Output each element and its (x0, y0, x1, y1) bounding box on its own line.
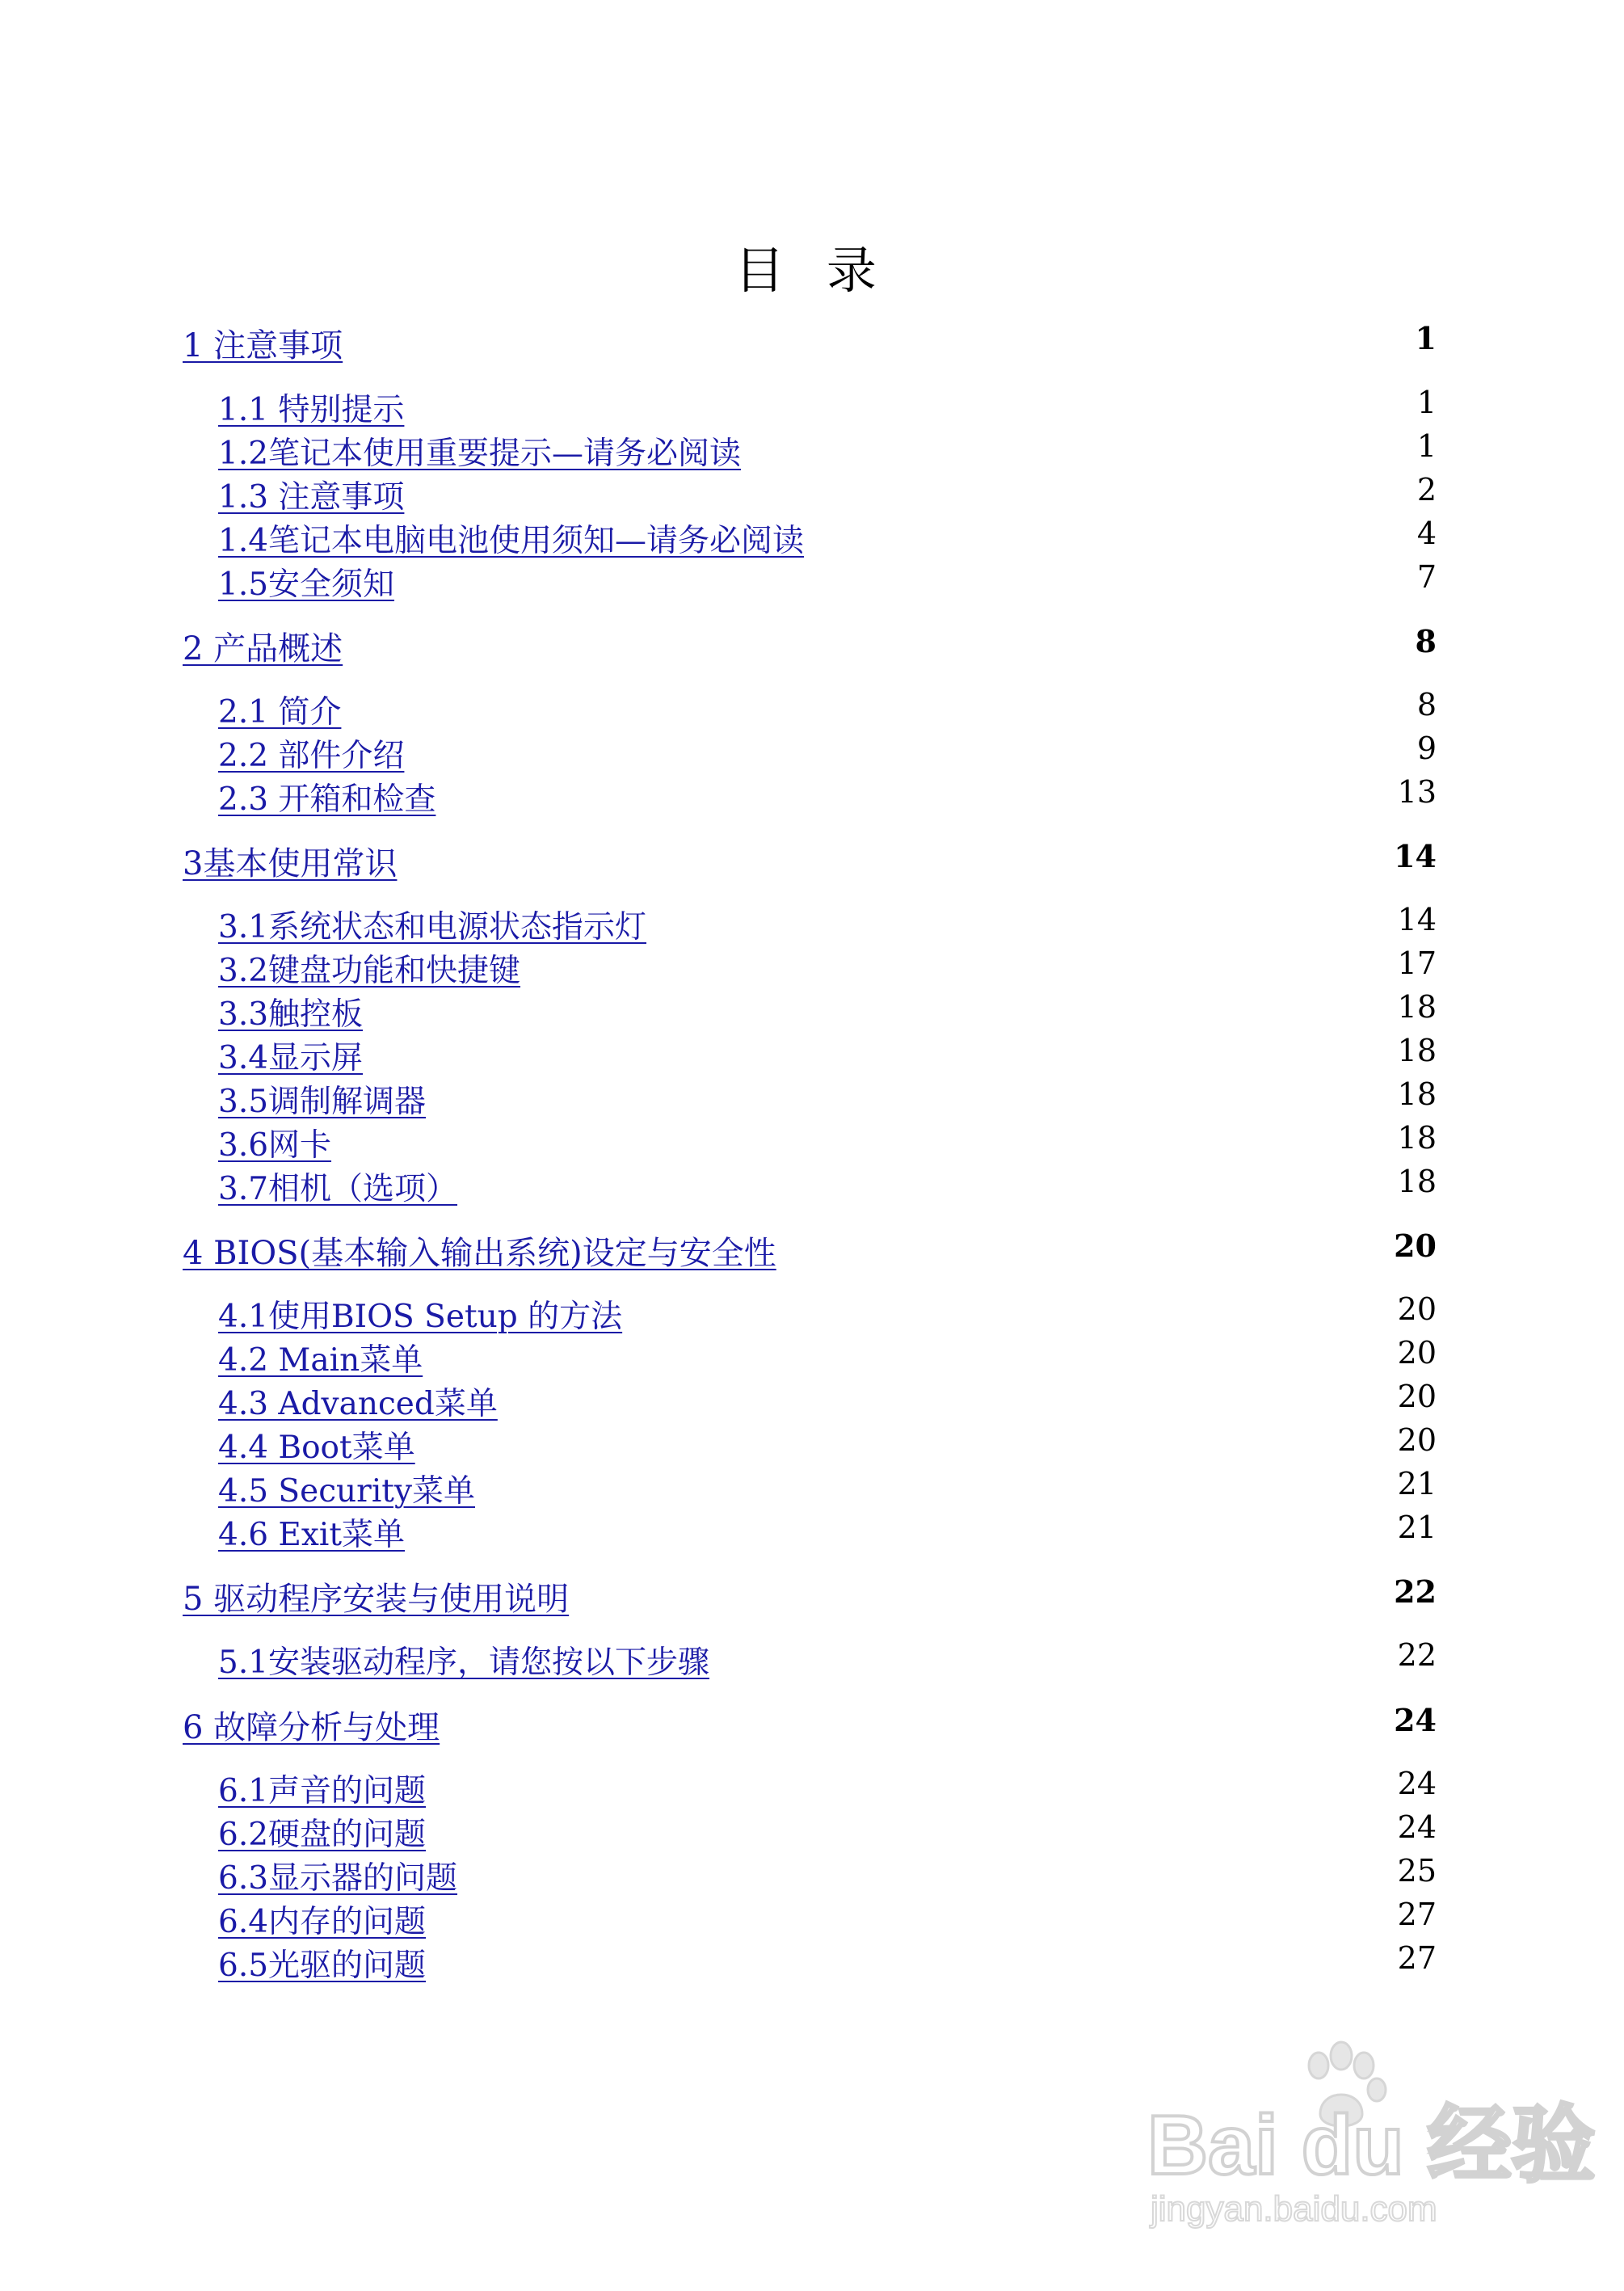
toc-page-number: 18 (1397, 1164, 1437, 1199)
toc-link-ch4[interactable]: 4 BIOS(基本输入输出系统)设定与安全性 (183, 1235, 776, 1272)
toc-page-number: 22 (1394, 1573, 1437, 1610)
toc-link-6-1[interactable]: 6.1声音的问题 (218, 1773, 427, 1809)
toc-chapter (0, 1228, 1613, 1273)
toc-page-number: 20 (1397, 1379, 1437, 1414)
toc-section (0, 731, 1613, 776)
toc-page-number: 8 (1415, 623, 1437, 659)
toc-link-6-2[interactable]: 6.2硬盘的问题 (218, 1817, 427, 1853)
toc-section (0, 385, 1613, 430)
toc-link-4-6[interactable]: 4.6 Exit菜单 (218, 1517, 406, 1553)
toc-link-1-5[interactable]: 1.5安全须知 (218, 566, 395, 603)
toc-page-number: 20 (1397, 1335, 1437, 1371)
toc-section (0, 1033, 1613, 1078)
toc-page-number: 25 (1397, 1853, 1437, 1889)
toc-link-2-3[interactable]: 2.3 开箱和检查 (218, 781, 436, 818)
watermark-url: jingyan.baidu.com (1151, 2189, 1437, 2229)
toc-section (0, 1076, 1613, 1122)
toc-link-4-1[interactable]: 4.1使用BIOS Setup 的方法 (218, 1299, 623, 1335)
toc-section (0, 945, 1613, 991)
toc-page-number: 24 (1397, 1809, 1437, 1845)
toc-page-number: 2 (1416, 472, 1437, 507)
toc-page-number: 18 (1397, 1033, 1437, 1068)
toc-page-number: 20 (1397, 1422, 1437, 1458)
toc-section (0, 1897, 1613, 1942)
watermark-brand: Bai du 经验 (1147, 2099, 1596, 2192)
toc-section (0, 472, 1613, 517)
toc-page-number: 18 (1397, 1076, 1437, 1112)
toc-link-1-1[interactable]: 1.1 特别提示 (218, 392, 405, 428)
toc-link-3-3[interactable]: 3.3触控板 (218, 996, 364, 1033)
toc-section (0, 1766, 1613, 1811)
toc-page-number: 18 (1397, 989, 1437, 1025)
toc-link-ch5[interactable]: 5 驱动程序安装与使用说明 (183, 1581, 570, 1618)
toc-link-3-1[interactable]: 3.1系统状态和电源状态指示灯 (218, 909, 647, 945)
toc-page-number: 17 (1397, 945, 1437, 981)
toc-link-4-3[interactable]: 4.3 Advanced菜单 (218, 1386, 498, 1422)
toc-page-number: 13 (1397, 774, 1437, 810)
toc-page-number: 27 (1397, 1940, 1437, 1976)
toc-section (0, 1164, 1613, 1209)
toc-link-6-3[interactable]: 6.3显示器的问题 (218, 1860, 458, 1897)
toc-link-3-2[interactable]: 3.2键盘功能和快捷键 (218, 953, 521, 989)
toc-section (0, 559, 1613, 604)
toc-link-6-4[interactable]: 6.4内存的问题 (218, 1904, 427, 1940)
toc-link-3-7[interactable]: 3.7相机（选项） (218, 1171, 458, 1207)
toc-page-number: 27 (1397, 1897, 1437, 1932)
toc-page-number: 14 (1397, 902, 1437, 937)
toc-section (0, 1422, 1613, 1468)
toc-link-4-2[interactable]: 4.2 Main菜单 (218, 1342, 423, 1379)
toc-page-number: 21 (1397, 1466, 1437, 1501)
toc-section (0, 1291, 1613, 1337)
toc-section (0, 989, 1613, 1034)
toc-link-6-5[interactable]: 6.5光驱的问题 (218, 1948, 427, 1984)
toc-title: 目 录 (734, 241, 890, 300)
toc-section (0, 902, 1613, 947)
toc-page-number: 1 (1416, 428, 1437, 464)
toc-page-number: 24 (1397, 1766, 1437, 1801)
toc-link-ch3[interactable]: 3基本使用常识 (183, 845, 398, 882)
toc-page-number: 22 (1397, 1637, 1437, 1673)
toc-section (0, 1379, 1613, 1424)
toc-link-3-6[interactable]: 3.6网卡 (218, 1127, 332, 1164)
toc-chapter (0, 838, 1613, 883)
toc-section (0, 1853, 1613, 1898)
toc-section (0, 1940, 1613, 1986)
toc-section (0, 1335, 1613, 1380)
toc-chapter (0, 1573, 1613, 1619)
toc-page-number: 1 (1416, 385, 1437, 420)
toc-section (0, 1466, 1613, 1511)
toc-link-1-3[interactable]: 1.3 注意事项 (218, 479, 405, 516)
toc-link-3-4[interactable]: 3.4显示屏 (218, 1040, 364, 1076)
toc-page-number: 8 (1416, 687, 1437, 722)
toc-page-number: 24 (1394, 1702, 1437, 1738)
toc-page-number: 9 (1416, 731, 1437, 766)
toc-section (0, 428, 1613, 474)
toc-link-2-2[interactable]: 2.2 部件介绍 (218, 738, 405, 774)
toc-section (0, 1637, 1613, 1682)
toc-section (0, 516, 1613, 561)
toc-link-3-5[interactable]: 3.5调制解调器 (218, 1084, 427, 1120)
toc-chapter (0, 623, 1613, 668)
toc-page-number: 4 (1416, 516, 1437, 551)
toc-link-4-4[interactable]: 4.4 Boot菜单 (218, 1430, 415, 1466)
toc-page-number: 21 (1397, 1510, 1437, 1545)
toc-section (0, 774, 1613, 819)
toc-section (0, 687, 1613, 732)
toc-link-4-5[interactable]: 4.5 Security菜单 (218, 1473, 475, 1510)
toc-link-ch2[interactable]: 2 产品概述 (183, 630, 343, 668)
toc-link-ch6[interactable]: 6 故障分析与处理 (183, 1709, 440, 1746)
toc-page-number: 7 (1416, 559, 1437, 595)
toc-section (0, 1120, 1613, 1165)
toc-page-number: 20 (1394, 1228, 1437, 1264)
toc-chapter (0, 1702, 1613, 1747)
toc-page-number: 1 (1415, 320, 1437, 356)
toc-link-1-2[interactable]: 1.2笔记本使用重要提示—请务必阅读 (218, 436, 742, 472)
baidu-jingyan-watermark (1147, 2036, 1596, 2230)
toc-page-number: 20 (1397, 1291, 1437, 1327)
toc-link-2-1[interactable]: 2.1 简介 (218, 694, 342, 731)
toc-link-1-4[interactable]: 1.4笔记本电脑电池使用须知—请务必阅读 (218, 523, 805, 559)
toc-chapter (0, 320, 1613, 365)
toc-link-5-1[interactable]: 5.1安装驱动程序，请您按以下步骤 (218, 1645, 710, 1681)
toc-page-number: 18 (1397, 1120, 1437, 1156)
toc-section (0, 1510, 1613, 1555)
toc-section (0, 1809, 1613, 1855)
toc-link-ch1[interactable]: 1 注意事项 (183, 327, 343, 364)
toc-page-number: 14 (1394, 838, 1437, 874)
